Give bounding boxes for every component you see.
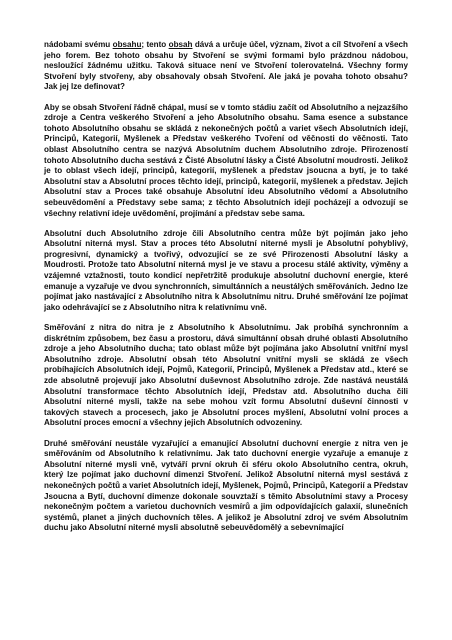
paragraph-text: dává a určuje účel, význam, život a cíl Stvoření a všech jeho forem. Bez tohoto obsahu by Stvoření se svými formami bylo prázdnou nádobou, nesloužící žádnému užitku. Taková situace není ve Stvoření tolerovatelná. Všechny formy Stvoření byly stvořeny, aby obsahovaly obsah Stvoření. Ale jaká je povaha tohoto obsahu? Jak jej lze definovat? [44,40,408,92]
paragraph [44,229,408,314]
paragraph-text: ; tento [141,40,169,49]
underlined-text: obsah [168,40,193,49]
paragraph-text: nádobami svému [44,40,113,49]
paragraph-text: Aby se obsah Stvoření řádně chápal, musí se v tomto stádiu začít od Absolutního a nejzazšího zdroje a Centra veškerého Stvoření a jeho Absolutního obsahu. Sama esence a substance tohoto Absolutního obsahu se skládá z nekonečných počtů a variet všech Absolutních idejí, Principů, Kategorií, Myšlenek a Představ veškerého Tvoření od věčnosti do věčnosti. Tato oblast Absolutního centra se nazývá Absolutním duchem Absolutního zdroje. Přirozeností tohoto Absolutního ducha sestává z Čisté Absolutní lásky a Čisté Absolutní moudrosti. Jelikož je to oblast všech idejí, principů, kategorií, myšlenek a představ jsoucna a bytí, je to také Absolutní stav a Absolutní proces těchto idejí, principů, kategorií, myšlenek a představ. Jejich Absolutní stav a Proces také obsahuje Absolutní ideu Absolutního vědomí a Absolutního sebeuvědomění a Představy sebe sama; z těchto Absolutních idejí pocházejí a odvozují se všechny relativní ideje uvědomění, projímání a představ sebe sama. [44,102,408,218]
paragraph [44,103,408,220]
underlined-text: obsahu [112,40,142,49]
paragraph [44,323,408,429]
paragraph-text: Druhé směřování neustále vyzařující a emanující Absolutní duchovní energie z nitra ven je směřováním od Absolutního k relativnímu. Jak tato duchovní energie vyzařuje a emanuje z Absolutní niterné mysli vně, vytváří první okruh či sféru okolo Absolutního centra, okruh, který lze pojímat jako duchovní dimenzi Stvoření. Jelikož Absolutní niterná mysl sestává z nekonečných počtů a variet Absolutních idejí, Myšlenek, Pojmů, Principů, Kategorií a Představ Jsoucna a Bytí, duchovní dimenze dokonale souvztaží s těmito Absolutními stavy a Procesy nekonečným počtem a varietou duchovních vesmírů a jim odpovídajících galaxií, slunečních systémů, planet a jiných duchovních těles. A jelikož je Absolutní zdroj ve svém Absolutním duchu jako Absolutní niterné mysli absolutně sebeuvědomělý a sebevnímající [44,438,408,533]
paragraph [44,40,408,93]
paragraph [44,439,408,534]
paragraph-text: Absolutní duch Absolutního zdroje čili Absolutního centra může být pojímán jako jeho Absolutní niterná mysl. Stav a proces této Absolutní niterné mysli je Absolutní pohyblivý, progresivní, dynamický a tvořivý, odvozující se ze své Přirozenosti Absolutní lásky a Moudrosti. Protože tato Absolutní niterná mysl je ve stavu a procesu stálé aktivity, výměny a vzájemné vztažnosti, touto kondicí nepřetržitě produkuje absolutní duchovní energie, které emanuje a vyzařuje ve dvou synchronních, simultánních a neustálých směřováních. Jedno lze pojímat jako nastávající z Absolutního nitra k Absolutnímu nitru. Druhé směřování lze pojímat jako odehrávající se z Absolutního nitra k relativnímu vně. [44,228,408,312]
document-page [44,40,408,544]
paragraph-text: Směřování z nitra do nitra je z Absolutního k Absolutnímu. Jak probíhá synchronním a diskrétním způsobem, bez času a prostoru, dává simultánní obsah druhé oblasti Absolutního zdroje a jeho Absolutního ducha; tato oblast může být pojímána jako Absolutní vnitřní mysl Absolutního zdroje. Absolutní obsah této Absolutní vnitřní mysli se skládá ze všech probíhajících Absolutních idejí, Pojmů, Kategorií, Principů, Myšlenek a Představ atd., které se zde absolutně projevují jako Absolutní duševnost Absolutního zdroje. Zde nastává neustálá Absolutní transformace těchto Absolutních idejí, Představ atd. Absolutního ducha čili Absolutní niterné mysli, takže na sebe mohou vzít formu Absolutní duševní činnosti v takových stavech a procesech, jako je Absolutní proces myšlení, Absolutní volní proces a Absolutní proces emocní a všechny jejich Absolutních odvozeniny. [44,323,408,428]
